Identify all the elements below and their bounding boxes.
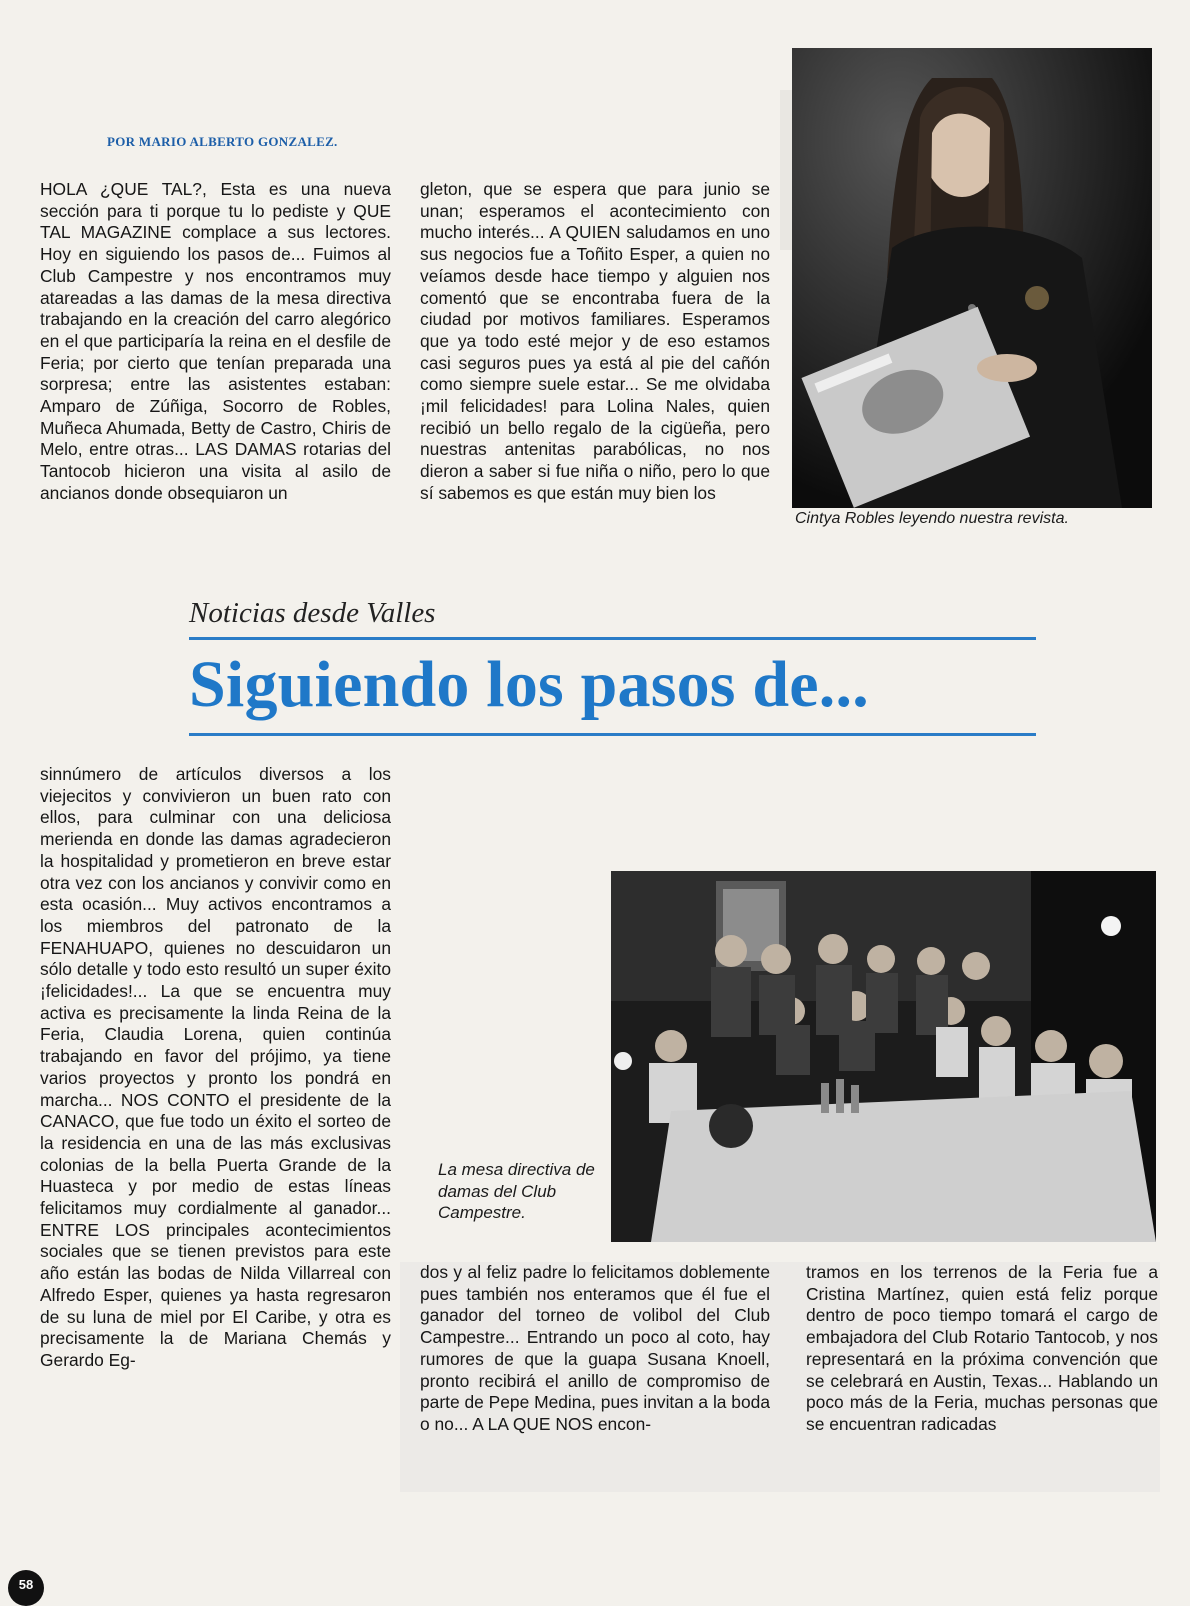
article-column-5: tramos en los terrenos de la Feria fue a Cristina Martínez, quien está feliz porque dentro de poco tiempo tomará el cargo de embajadora del Club Rotario Tantocob, y nos representará en la próxima convención que se celebrará en Austin, Texas... Hablando un poco más de la Feria, muchas personas que se encuentran radicadas bbox=[806, 1262, 1158, 1434]
page-number: 58 bbox=[8, 1570, 44, 1606]
photo-caption-2: La mesa directiva de damas del Club Campestre. bbox=[438, 1160, 595, 1222]
bleed-through-decoration bbox=[440, 40, 470, 178]
group-photo bbox=[611, 871, 1156, 1242]
headline-rule-top bbox=[189, 637, 1036, 640]
article-column-3: sinnúmero de artículos diversos a los viejecitos y convivieron un buen rato con ellos, para culminar con una deliciosa merienda en donde las damas agradecieron la hospitalidad y prometieron en breve estar otra vez con los ancianos y convivir como en esta ocasión... Muy activos encontramos a los miembros del patronato de la FENAHUAPO, quienes no descuidaron un sólo detalle y todo esto resultó un super éxito ¡felicidades!... La que se encuentra muy activa es precisamente la linda Reina de la Feria, Claudia Lorena, quien continúa trabajando en favor del prójimo, ya tiene varios proyectos y pronto los pondrá en marcha... NOS CONTO el presidente de la CANACO, que fue todo un éxito el sorteo de la residencia en una de las más exclusivas colonias de la bella Puerta Grande de la Huasteca y por medio de estas líneas felicitamos muy cordialmente al ganador... ENTRE LOS principales acontecimientos sociales que se tienen previstos para este año están las bodas de Nilda Villarreal con Alfredo Esper, quienes ya hasta regresaron de su luna de miel por El Caribe, y otra es precisamente la de Mariana Chemás y Gerardo Eg- bbox=[40, 764, 391, 1370]
group-illustration bbox=[611, 871, 1156, 1242]
headline: Siguiendo los pasos de... bbox=[189, 648, 869, 721]
article-column-4: dos y al feliz padre lo felicitamos doblemente pues también nos enteramos que él fue el ganador del torneo de volibol del Club Campestre... Entrando un poco al coto, hay rumores de que la guapa Susana Knoell, pronto recibirá el anillo de compromiso de parte de Pepe Medina, pues invitan a la boda o no... A LA QUE NOS encon- bbox=[420, 1262, 770, 1434]
portrait-photo bbox=[792, 48, 1152, 508]
article-column-2: gleton, que se espera que para junio se unan; esperamos el acontecimiento con mucho interés... A QUIEN saludamos en uno sus negocios fue a Toñito Esper, a quien no veíamos desde hace tiempo y alguien nos comentó que se encontraba fuera de la ciudad por motivos familiares. Esperamos que ya todo esté mejor y de eso estamos casi seguros pues ya está al pie del cañón como siempre suele estar... Se me olvidaba ¡mil felicidades! para Lolina Nales, quien recibió un bello regalo de la cigüeña, pero nuestras antenitas parabólicas, no nos dieron a saber si fue niña o niño, pero lo que sí sabemos es que están muy bien los bbox=[420, 179, 770, 503]
byline: POR MARIO ALBERTO GONZALEZ. bbox=[107, 134, 338, 149]
headline-rule-bottom bbox=[189, 733, 1036, 736]
article-column-1: HOLA ¿QUE TAL?, Esta es una nueva sección para ti porque tu lo pediste y QUE TAL MAGAZINE complace a sus lectores. Hoy en siguiendo los pasos de... Fuimos al Club Campestre y nos encontramos muy atareadas a las damas de la mesa directiva trabajando en la creación del carro alegórico en el que participaría la reina en el desfile de Feria; por cierto que tenían preparada una sorpresa; entre las asistentes estaban: Amparo de Zúñiga, Socorro de Robles, Muñeca Ahumada, Betty de Castro, Chiris de Melo, entre otras... LAS DAMAS rotarias del Tantocob hicieron una visita al asilo de ancianos donde obsequiaron un bbox=[40, 179, 391, 503]
photo-caption-1: Cintya Robles leyendo nuestra revista. bbox=[795, 510, 1069, 527]
section-kicker: Noticias desde Valles bbox=[189, 597, 436, 629]
portrait-illustration bbox=[792, 48, 1152, 508]
